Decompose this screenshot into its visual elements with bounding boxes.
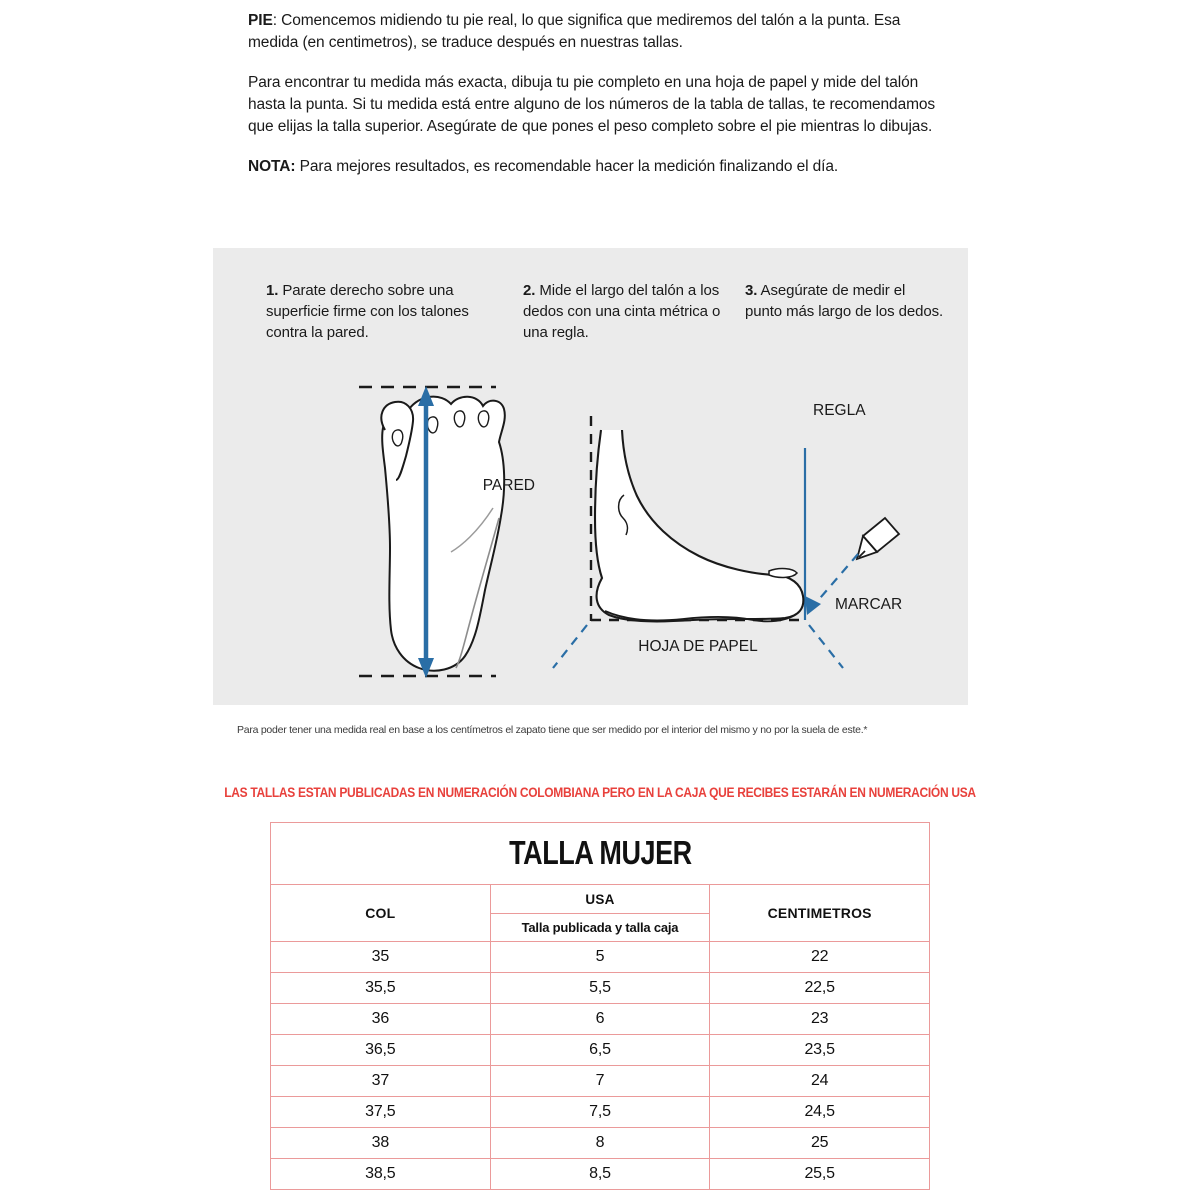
step-number-2: 2. — [523, 282, 536, 299]
nota-label: NOTA: — [248, 158, 296, 175]
step-item-1 — [266, 280, 471, 343]
table-row — [271, 973, 930, 1004]
paper-corner-left — [553, 625, 587, 668]
table-row — [271, 1097, 930, 1128]
size-table-container — [270, 822, 930, 1190]
cell-cm: 22,5 — [710, 973, 930, 1004]
cell-col: 37 — [271, 1066, 491, 1097]
table-row — [271, 1004, 930, 1035]
table-title — [271, 823, 930, 885]
foot-sole-illustration — [359, 386, 505, 678]
header-col: COL — [271, 885, 491, 942]
foot-side-illustration — [483, 402, 902, 668]
step-number-3: 3. — [745, 282, 758, 299]
paper-corner-right — [809, 625, 843, 668]
cell-usa: 6,5 — [490, 1035, 710, 1066]
cell-usa: 7,5 — [490, 1097, 710, 1128]
cell-col: 36 — [271, 1004, 491, 1035]
cell-usa: 5 — [490, 942, 710, 973]
sizing-notice: LAS TALLAS ESTAN PUBLICADAS EN NUMERACIÓN COLOMBIANA PERO EN LA CAJA QUE RECIBES ESTARÁN EN NUMERACIÓN USA — [224, 784, 976, 801]
cell-usa: 6 — [490, 1004, 710, 1035]
cell-usa: 7 — [490, 1066, 710, 1097]
cell-usa: 8,5 — [490, 1159, 710, 1190]
step-text-3: Asegúrate de medir el punto más largo de los dedos. — [745, 282, 944, 320]
cell-col: 35,5 — [271, 973, 491, 1004]
table-title-row — [271, 823, 930, 885]
table-row — [271, 1035, 930, 1066]
toenail-1 — [392, 430, 402, 446]
label-regla: REGLA — [813, 402, 866, 419]
foot-side-outline — [595, 430, 803, 621]
step-text-2: Mide el largo del talón a los dedos con una cinta métrica o una regla. — [523, 282, 721, 341]
nota-text: Para mejores resultados, es recomendable hacer la medición finalizando el día. — [295, 158, 839, 175]
header-usa: USA — [490, 885, 710, 914]
pie-label: PIE — [248, 12, 273, 29]
cell-cm: 25,5 — [710, 1159, 930, 1190]
measurement-footnote: Para poder tener una medida real en base a los centímetros el zapato tiene que ser medido por el interior del mismo y no por la suela de este.* — [237, 724, 868, 736]
cell-col: 37,5 — [271, 1097, 491, 1128]
cell-cm: 24,5 — [710, 1097, 930, 1128]
label-hoja-de-papel: HOJA DE PAPEL — [638, 638, 758, 655]
step-text-1: Parate derecho sobre una superficie firme con los talones contra la pared. — [266, 282, 469, 341]
pie-text: : Comencemos midiendo tu pie real, lo que significa que mediremos del talón a la punta. Esa medida (en centimetros), se traduce después en nuestras tallas. — [248, 12, 901, 51]
label-pared: PARED — [482, 477, 535, 494]
size-table-head — [271, 823, 930, 942]
table-header-row — [271, 885, 930, 914]
step-item-2 — [523, 280, 728, 343]
marcar-arrow-head — [805, 596, 821, 615]
table-row — [271, 1066, 930, 1097]
cell-col: 38,5 — [271, 1159, 491, 1190]
measurement-diagram — [213, 368, 968, 705]
intro-paragraph-measure: Para encontrar tu medida más exacta, dibuja tu pie completo en una hoja de papel y mide del talón hasta la punta. Si tu medida está entre alguno de los números de la tabla de tallas, te recomendamos que elijas la talla superior. Asegúrate de que pones el peso completo sobre el pie mientras lo dibujas. — [248, 74, 936, 135]
table-row — [271, 942, 930, 973]
header-centimetros: CENTIMETROS — [710, 885, 930, 942]
intro-paragraph-nota — [248, 156, 938, 178]
toenail-2 — [427, 417, 437, 433]
cell-usa: 8 — [490, 1128, 710, 1159]
cell-cm: 23,5 — [710, 1035, 930, 1066]
table-row — [271, 1159, 930, 1190]
toenail-4 — [478, 411, 488, 427]
table-title-text: TALLA MUJER — [508, 834, 692, 872]
step-item-3 — [745, 280, 945, 322]
illustration-panel — [213, 248, 968, 705]
cell-cm: 24 — [710, 1066, 930, 1097]
cell-col: 35 — [271, 942, 491, 973]
toenail-3 — [454, 411, 464, 427]
header-usa-sub: Talla publicada y talla caja — [490, 914, 710, 942]
pencil-icon — [857, 518, 899, 559]
label-marcar: MARCAR — [835, 596, 903, 613]
intro-text-block — [248, 10, 938, 196]
cell-cm: 25 — [710, 1128, 930, 1159]
cell-cm: 23 — [710, 1004, 930, 1035]
cell-usa: 5,5 — [490, 973, 710, 1004]
side-toenail — [769, 569, 797, 578]
table-row — [271, 1128, 930, 1159]
cell-col: 36,5 — [271, 1035, 491, 1066]
cell-col: 38 — [271, 1128, 491, 1159]
size-table-body — [271, 942, 930, 1190]
step-number-1: 1. — [266, 282, 279, 299]
cell-cm: 22 — [710, 942, 930, 973]
intro-paragraph-pie — [248, 10, 938, 54]
size-table — [270, 822, 930, 1190]
